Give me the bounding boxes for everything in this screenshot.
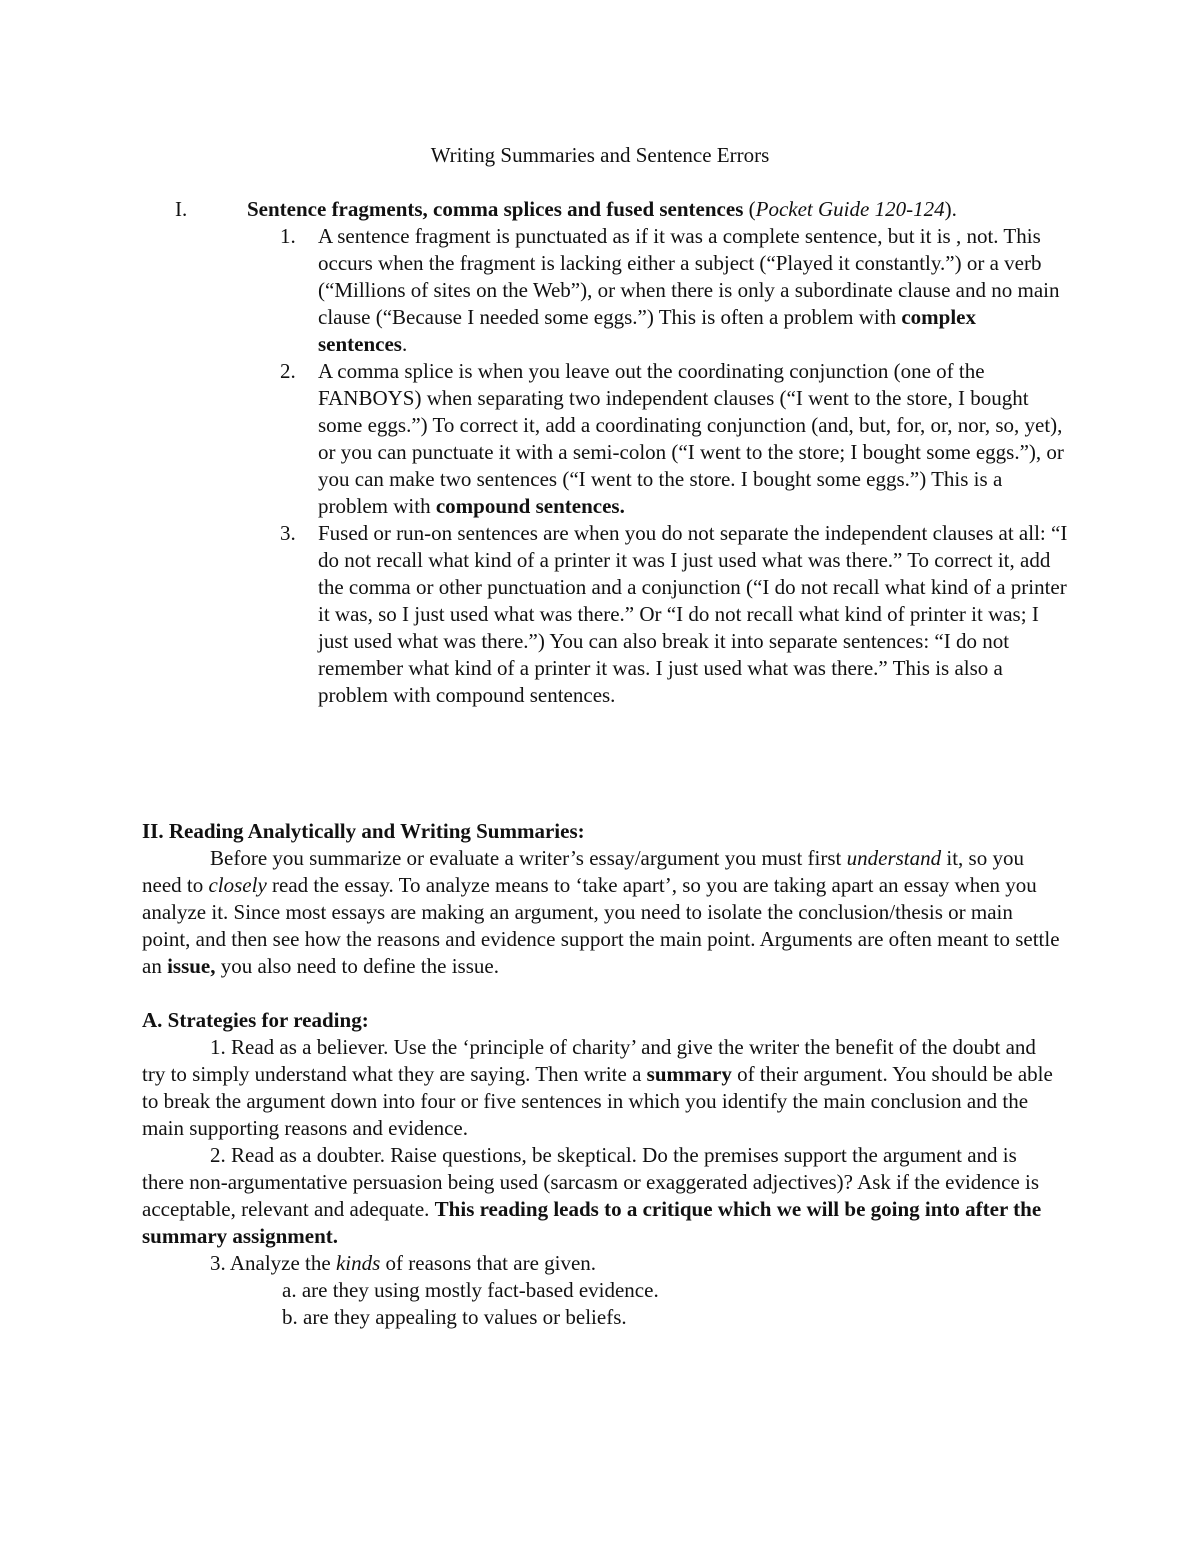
p1-italic-understand: understand: [846, 846, 942, 870]
p1-text-3: read the essay. To analyze means to ‘take apart’, so you are taking apart an essay when you analyze it. Since most essays are making an argument, you need to isolate the conclusion/thesis or main point, and then see how the reasons and evidence support the main point. Arguments are often meant to settle an: [142, 873, 1060, 978]
spacer: [142, 980, 1062, 1007]
p1-text-4: you also need to define the issue.: [215, 954, 499, 978]
strategies-heading-text: A. Strategies for reading:: [142, 1008, 369, 1032]
strategy3-text-2: of reasons that are given.: [380, 1251, 597, 1275]
strategy3-italic: kinds: [335, 1251, 381, 1275]
p1-text-1: Before you summarize or evaluate a writer’s essay/argument you must first: [210, 846, 847, 870]
list-item-text: [318, 223, 1070, 358]
list-item-number: 3.: [280, 521, 296, 545]
strategy3-text-1: 3. Analyze the: [210, 1251, 336, 1275]
section2-heading-text: II. Reading Analytically and Writing Summaries:: [142, 819, 585, 843]
strategy-item: [142, 1250, 1062, 1277]
strategy-item: [142, 1142, 1062, 1250]
strategy2-bold: This reading leads to a critique which we will be going into after the summary assignment.: [142, 1197, 1042, 1248]
list-item-number: 2.: [280, 359, 296, 383]
section2-heading: [142, 818, 1062, 845]
strategy1-bold: summary: [646, 1062, 732, 1086]
strategy-item: [142, 1034, 1062, 1142]
list-item-text-a: A comma splice is when you leave out the coordinating conjunction (one of the FANBOYS) when separating two independent clauses (“I went to the store, I bought some eggs.”) To correct it, add a coordinating conjunction (and, but, for, or, nor, so, yet), or you can punctuate it with a semi-colon (“I went to the store; I bought some eggs.”), or you can make two sentences (“I went to the store. I bought some eggs.”) This is a problem with: [318, 359, 1064, 518]
list-item-text-b: .: [401, 332, 408, 356]
p1-italic-closely: closely: [208, 873, 267, 897]
section1-heading-citation: Pocket Guide 120-124: [755, 197, 945, 221]
section2-paragraph: [142, 845, 1062, 980]
p1-bold-issue: issue,: [167, 954, 216, 978]
section1-roman-numeral: I.: [175, 197, 188, 221]
list-item: [280, 520, 1070, 709]
list-item-number: 1.: [280, 224, 296, 248]
strategy2-text: 2. Read as a doubter. Raise questions, be skeptical. Do the premises support the argument and is there non-argumentative persuasion being used (sarcasm or exaggerated adjectives)? Ask if the evidence is acceptable, relevant and adequate.: [142, 1143, 1040, 1221]
list-item: [280, 223, 1070, 358]
strategy1-text-1: 1. Read as a believer. Use the ‘principle of charity’ and give the writer the benefit of the doubt and try to simply understand what they are saying. Then write a: [142, 1035, 1036, 1086]
section1-heading-open: (: [743, 197, 756, 221]
section1-heading-close: ).: [944, 197, 957, 221]
list-item-text-a: A sentence fragment is punctuated as if it was a complete sentence, but it is , not. This occurs when the fragment is lacking either a subject (“Played it constantly.”) or a verb (“Millions of sites on the Web”), or when there is only a subordinate clause and no main clause (“Because I needed some eggs.”) This is often a problem with: [318, 224, 1060, 329]
document-title: Writing Summaries and Sentence Errors: [430, 143, 770, 167]
section2: [142, 818, 1062, 1331]
strategy1-text-2: of their argument. You should be able to break the argument down into four or five sentences in which you identify the main conclusion and the main supporting reasons and evidence.: [142, 1062, 1053, 1140]
strategy-subitem-b: b. are they appealing to values or beliefs.: [282, 1305, 627, 1329]
list-item: [280, 358, 1070, 520]
list-item-bold: compound sentences.: [435, 494, 625, 518]
list-item-bold: complex sentences: [318, 305, 976, 356]
strategies-heading: [142, 1007, 1062, 1034]
list-item-text: Fused or run-on sentences are when you do not separate the independent clauses at all: “I do not recall what kind of a printer it was I just used what was there.” To correct it, add the comma or other punctuation and a conjunction (“I do not recall what kind of a printer it was, so I just used what was there.” Or “I do not recall what kind of printer it was; I just used what was there.”) You can also break it into separate sentences: “I do not remember what kind of a printer it was. I just used what was there.” This is also a problem with compound sentences.: [318, 521, 1068, 707]
list-item-text: [318, 358, 1070, 520]
p1-text-2: it, so you need to: [142, 846, 1024, 897]
section1-list: [280, 223, 1070, 709]
section1-heading-bold: Sentence fragments, comma splices and fused sentences: [247, 197, 744, 221]
strategy-subitem-a: a. are they using mostly fact-based evidence.: [282, 1278, 659, 1302]
section1-heading-text: [247, 196, 957, 223]
